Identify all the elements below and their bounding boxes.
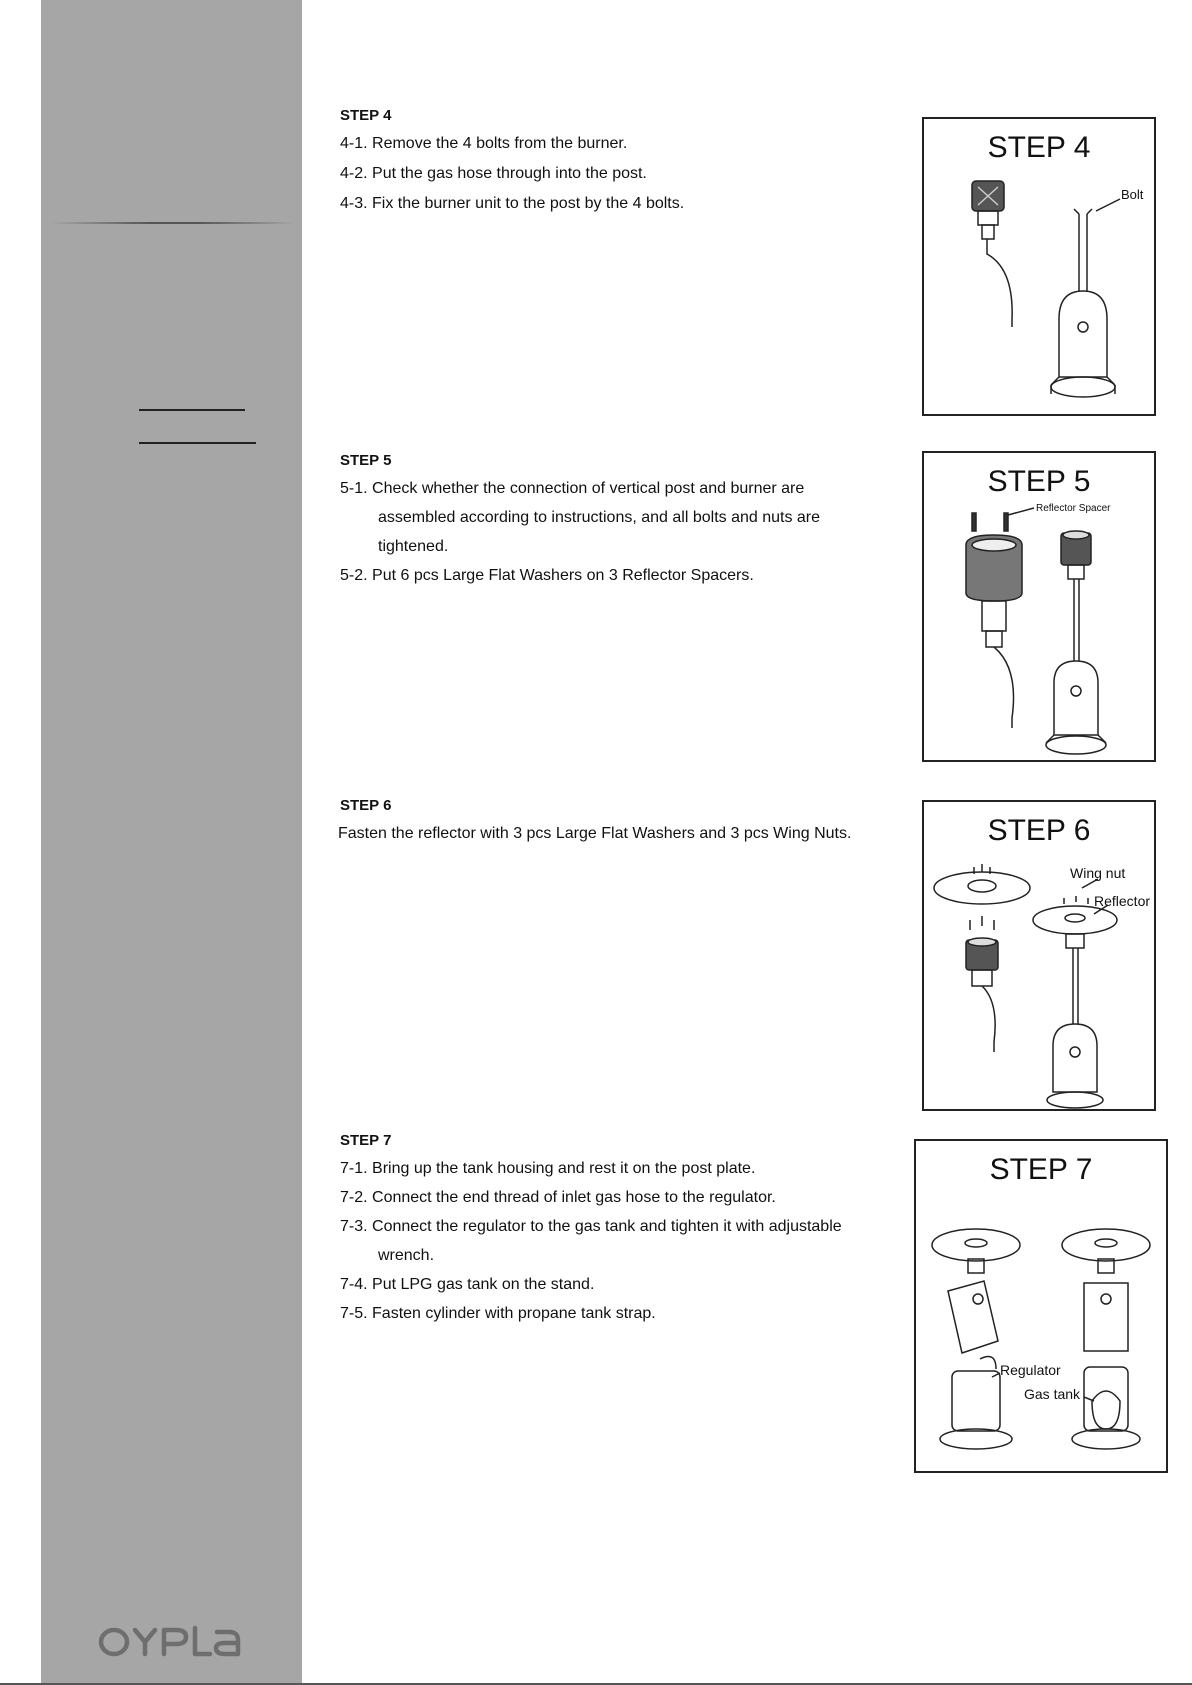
step-6-figure: [922, 800, 1156, 1111]
figure-label: Wing nut: [1070, 865, 1126, 881]
instruction-line: assembled according to instructions, and all bolts and nuts are: [378, 509, 821, 526]
instruction-line: tightened.: [378, 538, 449, 555]
sidebar-panel: [41, 0, 302, 1685]
instruction-line: wrench.: [378, 1247, 435, 1264]
sidebar-underline: [139, 442, 256, 444]
step-4-figure: [922, 117, 1156, 416]
instruction-line: 4-3. Fix the burner unit to the post by the 4 bolts.: [340, 195, 685, 212]
figure-title: STEP 7: [989, 1153, 1093, 1186]
sidebar-underline: [139, 409, 245, 411]
step-heading: STEP 5: [340, 452, 392, 469]
figure-label: Reflector: [1094, 893, 1151, 909]
instruction-line: 4-2. Put the gas hose through into the post.: [340, 165, 647, 182]
instruction-line: 7-1. Bring up the tank housing and rest it on the post plate.: [340, 1160, 756, 1177]
step-heading: STEP 6: [340, 797, 392, 814]
brand-logo: [97, 1617, 243, 1667]
figure-title: STEP 6: [987, 814, 1091, 847]
step-5-figure: [922, 451, 1156, 762]
step-heading: STEP 4: [340, 107, 392, 124]
figure-label: Bolt: [1121, 187, 1144, 202]
instruction-line: 5-2. Put 6 pcs Large Flat Washers on 3 Reflector Spacers.: [340, 567, 754, 584]
figure-label: Regulator: [1000, 1362, 1061, 1378]
step-6-illustration: [924, 802, 1158, 1113]
step-7-figure: [914, 1139, 1168, 1473]
instruction-line: 5-1. Check whether the connection of vertical post and burner are: [340, 480, 805, 497]
instruction-line: 4-1. Remove the 4 bolts from the burner.: [340, 135, 628, 152]
instruction-line: 7-4. Put LPG gas tank on the stand.: [340, 1276, 595, 1293]
instruction-line: 7-3. Connect the regulator to the gas tank and tighten it with adjustable: [340, 1218, 842, 1235]
figure-label: Gas tank: [1024, 1386, 1081, 1402]
step-4-illustration: [924, 119, 1158, 418]
figure-title: STEP 5: [987, 465, 1091, 498]
step-6-section: [338, 797, 851, 849]
instruction-line: 7-5. Fasten cylinder with propane tank strap.: [340, 1305, 656, 1322]
step-7-section: [340, 1132, 842, 1328]
step-heading: STEP 7: [340, 1132, 392, 1149]
step-5-section: [340, 452, 820, 590]
instruction-line: Fasten the reflector with 3 pcs Large Flat Washers and 3 pcs Wing Nuts.: [338, 825, 852, 842]
step-7-illustration: [916, 1141, 1170, 1475]
figure-label: Reflector Spacer: [1036, 503, 1111, 514]
step-4-section: [340, 107, 684, 219]
step-5-illustration: [924, 453, 1158, 764]
instruction-line: 7-2. Connect the end thread of inlet gas hose to the regulator.: [340, 1189, 776, 1206]
sidebar-divider: [51, 222, 296, 224]
figure-title: STEP 4: [987, 131, 1091, 164]
